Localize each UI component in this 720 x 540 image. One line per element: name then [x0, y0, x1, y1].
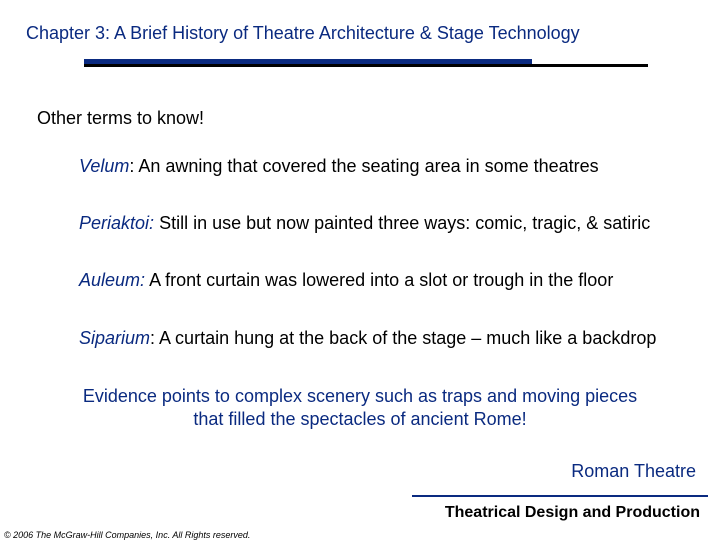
term-item-siparium	[79, 327, 659, 350]
term-separator: :	[129, 156, 139, 176]
term-name: Velum	[79, 156, 130, 176]
term-name: Auleum:	[79, 270, 146, 290]
book-title: Theatrical Design and Production	[444, 504, 700, 521]
section-label: Roman Theatre	[571, 461, 696, 481]
evidence-text: Evidence points to complex scenery such as traps and moving pieces that filled the spectacles of ancient Rome!	[82, 386, 638, 429]
term-definition: A curtain hung at the back of the stage – much like a backdrop	[159, 328, 657, 348]
copyright-notice: © 2006 The McGraw-Hill Companies, Inc. All Rights reserved.	[4, 530, 251, 540]
term-item-velum	[79, 155, 659, 178]
page-title: Chapter 3: A Brief History of Theatre Architecture & Stage Technology	[26, 23, 580, 43]
term-name: Siparium	[79, 328, 151, 348]
term-definition: Still in use but now painted three ways: comic, tragic, & satiric	[159, 213, 651, 233]
term-item-auleum	[79, 269, 659, 292]
footer-divider	[412, 495, 708, 497]
term-definition: An awning that covered the seating area in some theatres	[138, 156, 599, 176]
term-item-periaktoi	[79, 212, 659, 235]
term-name: Periaktoi:	[79, 213, 155, 233]
term-separator: :	[150, 328, 160, 348]
title-divider-black	[84, 64, 648, 67]
term-definition: A front curtain was lowered into a slot or trough in the floor	[149, 270, 614, 290]
intro-text: Other terms to know!	[37, 108, 205, 128]
